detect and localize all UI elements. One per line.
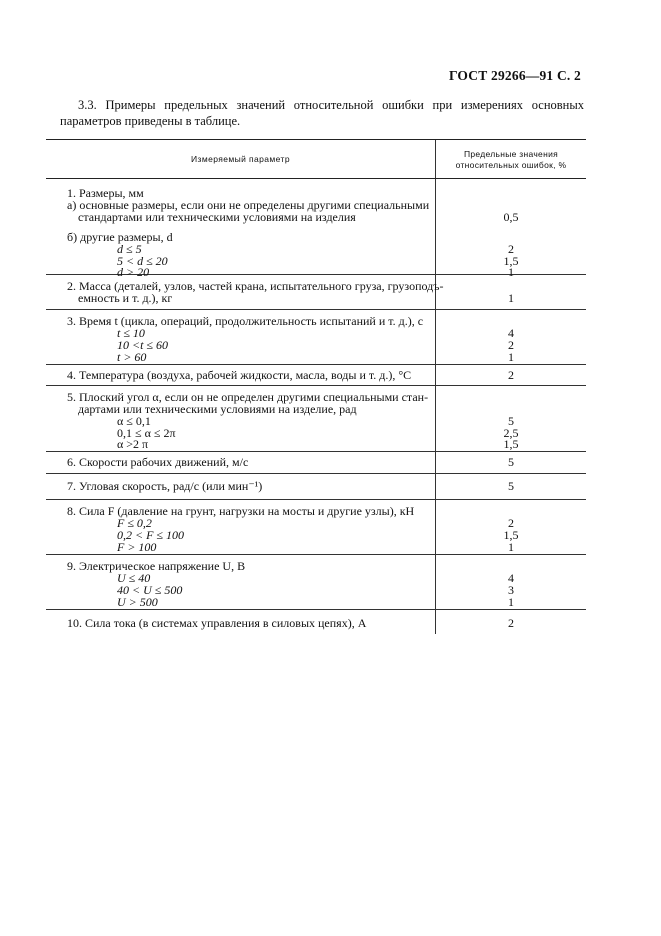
table-row (46, 179, 586, 279)
table-row (46, 500, 586, 555)
row4-line: 4. Температура (воздуха, рабочей жидкости, масла, воды и т. д.), °С (67, 368, 412, 382)
col-header-limit-values (436, 149, 586, 171)
row7-line: 7. Угловая скорость, рад/с (или мин⁻¹) (67, 479, 263, 493)
table-row (46, 310, 586, 365)
row8-cond2: 0,2 < F ≤ 100 (117, 528, 185, 542)
row5-cond2: 0,1 ≤ α ≤ 2π (117, 426, 176, 440)
table-row (46, 610, 586, 634)
row7-val: 5 (508, 479, 514, 493)
row2-line1: 2. Масса (деталей, узлов, частей крана, испытательного груза, грузоподъ- (67, 279, 444, 293)
row1-val-b2: 1,5 (503, 254, 519, 268)
row3-cond3: t > 60 (117, 350, 147, 364)
row8-cond3: F > 100 (117, 540, 157, 554)
row3-val3: 1 (508, 350, 514, 364)
row8-title: 8. Сила F (давление на грунт, нагрузки на мосты и другие узлы), кН (67, 504, 415, 518)
row5-cond1: α ≤ 0,1 (117, 414, 151, 428)
row8-cond1: F ≤ 0,2 (117, 516, 152, 530)
row9-val3: 1 (508, 595, 514, 609)
row8-val1: 2 (508, 516, 514, 530)
row5-val1: 5 (508, 414, 514, 428)
table-row (46, 555, 586, 610)
row9-val2: 3 (508, 583, 514, 597)
row1-b-cond2: 5 < d ≤ 20 (117, 254, 168, 268)
row3-val2: 2 (508, 338, 514, 352)
row8-val2: 1,5 (503, 528, 519, 542)
table-header-row (46, 140, 586, 179)
row1-val-b1: 2 (508, 242, 514, 256)
row9-cond1: U ≤ 40 (117, 571, 151, 585)
table-row (46, 452, 586, 474)
table-row (46, 275, 586, 310)
row1-title: 1. Размеры, мм (67, 186, 144, 200)
row10-line: 10. Сила тока (в системах управления в силовых цепях), А (67, 616, 367, 630)
row9-cond2: 40 < U ≤ 500 (117, 583, 183, 597)
col-header-limit-line2: относительных ошибок, % (455, 160, 567, 170)
row1-b-cond3: d > 20 (117, 265, 150, 279)
page-header: ГОСТ 29266—91 С. 2 (448, 68, 581, 83)
row1-a-line1: а) основные размеры, если они не определены другими специальными (67, 198, 430, 212)
row4-val: 2 (508, 368, 514, 382)
col-header-parameter: Измеряемый параметр (191, 154, 290, 164)
row3-cond1: t ≤ 10 (117, 326, 145, 340)
row9-title: 9. Электрическое напряжение U, В (67, 559, 246, 573)
table-row (46, 474, 586, 500)
row9-val1: 4 (508, 571, 514, 585)
parameters-table (46, 139, 586, 634)
table-row (46, 386, 586, 452)
row8-val3: 1 (508, 540, 514, 554)
row1-val-b3: 1 (508, 265, 514, 279)
row5-line2: дартами или техническими условиями на изделие, рад (78, 402, 357, 416)
intro-paragraph: 3.3. Примеры предельных значений относительной ошибки при измерениях основных параметров приведены в таблице. (60, 98, 584, 128)
row5-val3: 1,5 (503, 437, 519, 451)
row3-title: 3. Время t (цикла, операций, продолжительность испытаний и т. д.), с (67, 314, 424, 328)
row5-line1: 5. Плоский угол α, если он не определен другими специальными стан- (67, 390, 429, 404)
row2-line2: емность и т. д.), кг (78, 291, 173, 305)
col-header-limit-line1: Предельные значения (463, 149, 559, 159)
row5-val2: 2,5 (503, 426, 519, 440)
row3-cond2: 10 <t ≤ 60 (117, 338, 169, 352)
row1-b-title: б) другие размеры, d (67, 230, 173, 244)
row6-line: 6. Скорости рабочих движений, м/с (67, 455, 249, 469)
row1-b-cond1: d ≤ 5 (117, 242, 142, 256)
row6-val: 5 (508, 455, 514, 469)
table-row (46, 365, 586, 386)
row1-a-line2: стандартами или техническими условиями на изделия (78, 210, 356, 224)
row2-val: 1 (508, 291, 514, 305)
row5-cond3: α >2 π (117, 437, 149, 451)
row3-val1: 4 (508, 326, 514, 340)
row9-cond3: U > 500 (117, 595, 158, 609)
row10-val: 2 (508, 616, 514, 630)
row1-val-a: 0,5 (503, 210, 519, 224)
